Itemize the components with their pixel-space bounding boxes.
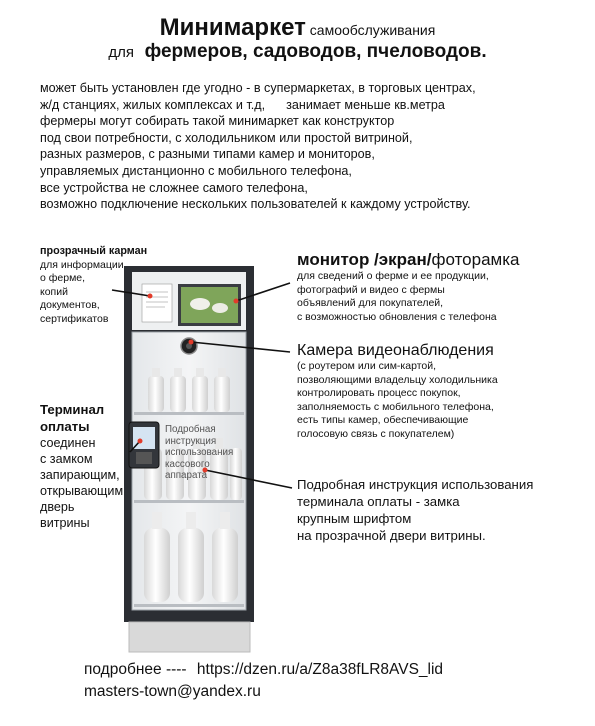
camera-heading: Камера видеонаблюдения <box>297 342 494 359</box>
title-rest: самообслуживания <box>305 22 436 38</box>
terminal-line: витрины <box>40 516 90 530</box>
pocket-line: о ферме, <box>40 272 86 285</box>
pocket-line: сертификатов <box>40 312 109 325</box>
door-sign-line: кассового <box>165 458 210 470</box>
camera-callout <box>297 341 587 442</box>
camera-line: голосовую связь с покупателем) <box>297 427 455 440</box>
title-main: Минимаркет <box>159 14 306 41</box>
door-sign-line: аппарата <box>165 470 208 481</box>
monitor-line: для сведений о ферме и ее продукции, <box>297 270 489 282</box>
pocket-line: для информации <box>40 258 124 271</box>
camera-line: позволяющими владельцу холодильника <box>297 373 498 386</box>
subtitle-main: фермеров, садоводов, пчеловодов. <box>144 41 487 62</box>
pocket-heading: прозрачный карман <box>40 245 148 257</box>
terminal-callout <box>40 401 132 531</box>
intro-text <box>40 80 580 213</box>
bottles-bottom-row <box>144 512 238 602</box>
subtitle-prefix: для <box>108 44 135 61</box>
fridge-base <box>129 622 250 652</box>
monitor-line: объявлений для покупателей, <box>297 297 444 310</box>
footer-more-row <box>84 659 449 681</box>
intro-line: ж/д станциях, жилых комплексах и т.д, занимает меньше кв.метра <box>40 97 445 112</box>
door-sign-line: Подробная <box>165 424 216 435</box>
terminal-heading-line: оплаты <box>40 419 90 434</box>
intro-line: разных размеров, с разными типами камер и мониторов, <box>40 147 375 162</box>
terminal-heading-line: Терминал <box>40 402 105 417</box>
camera-line: заполняемость с мобильного телефона, <box>297 400 494 413</box>
intro-line: под свои потребности, с холодильником или простой витриной, <box>40 130 413 145</box>
intro-line: возможно подключение нескольких пользователей к каждому устройству. <box>40 197 471 212</box>
monitor-line: с возможностью обновления с телефона <box>297 310 497 323</box>
footer-link[interactable]: https://dzen.ru/a/Z8a38fLR8AVS_lid <box>196 661 444 678</box>
monitor-heading-normal: фоторамка <box>431 250 520 269</box>
terminal-line: дверь <box>40 500 75 514</box>
door-sign-line: инструкция <box>165 435 217 447</box>
monitor-callout <box>297 250 587 324</box>
monitor-line: фотографий и видео с фермы <box>297 283 445 296</box>
terminal-line: запирающим, <box>40 468 120 482</box>
pocket-line: копий <box>40 285 68 298</box>
terminal-line: соединен <box>40 436 96 450</box>
instruction-line: терминала оплаты - замка <box>297 494 460 509</box>
camera-line: контролировать процесс покупок, <box>297 387 461 400</box>
door-sign-text <box>165 424 245 482</box>
page-title <box>0 14 595 42</box>
terminal-line: с замком <box>40 452 93 466</box>
intro-line: фермеры могут собирать такой минимаркет как конструктор <box>40 114 395 129</box>
pocket-callout <box>40 245 160 327</box>
intro-line: все устройства не сложнее самого телефона, <box>40 180 308 195</box>
monitor-heading-bold: монитор /экран/ <box>297 250 432 269</box>
monitor-heading <box>297 250 587 270</box>
instruction-line: крупным шрифтом <box>297 511 412 526</box>
intro-line: управляемых дистанционно с мобильного телефона, <box>40 163 352 178</box>
pocket-line: документов, <box>40 299 100 312</box>
instruction-line: Подробная инструкция использования <box>297 477 534 492</box>
footer-more-label: подробнее ---- <box>84 661 187 678</box>
footer <box>84 659 449 703</box>
camera-line: (с роутером или сим-картой, <box>297 360 437 372</box>
terminal-line: открывающим <box>40 484 124 498</box>
intro-line: может быть установлен где угодно - в супермаркетах, в торговых центрах, <box>40 81 476 95</box>
camera-line: есть типы камер, обеспечивающие <box>297 414 469 427</box>
footer-email[interactable]: masters-town@yandex.ru <box>84 683 261 700</box>
instruction-callout <box>297 476 587 544</box>
instruction-line: на прозрачной двери витрины. <box>297 528 486 543</box>
door-sign-line: использования <box>165 447 234 458</box>
page-subtitle <box>0 41 595 63</box>
